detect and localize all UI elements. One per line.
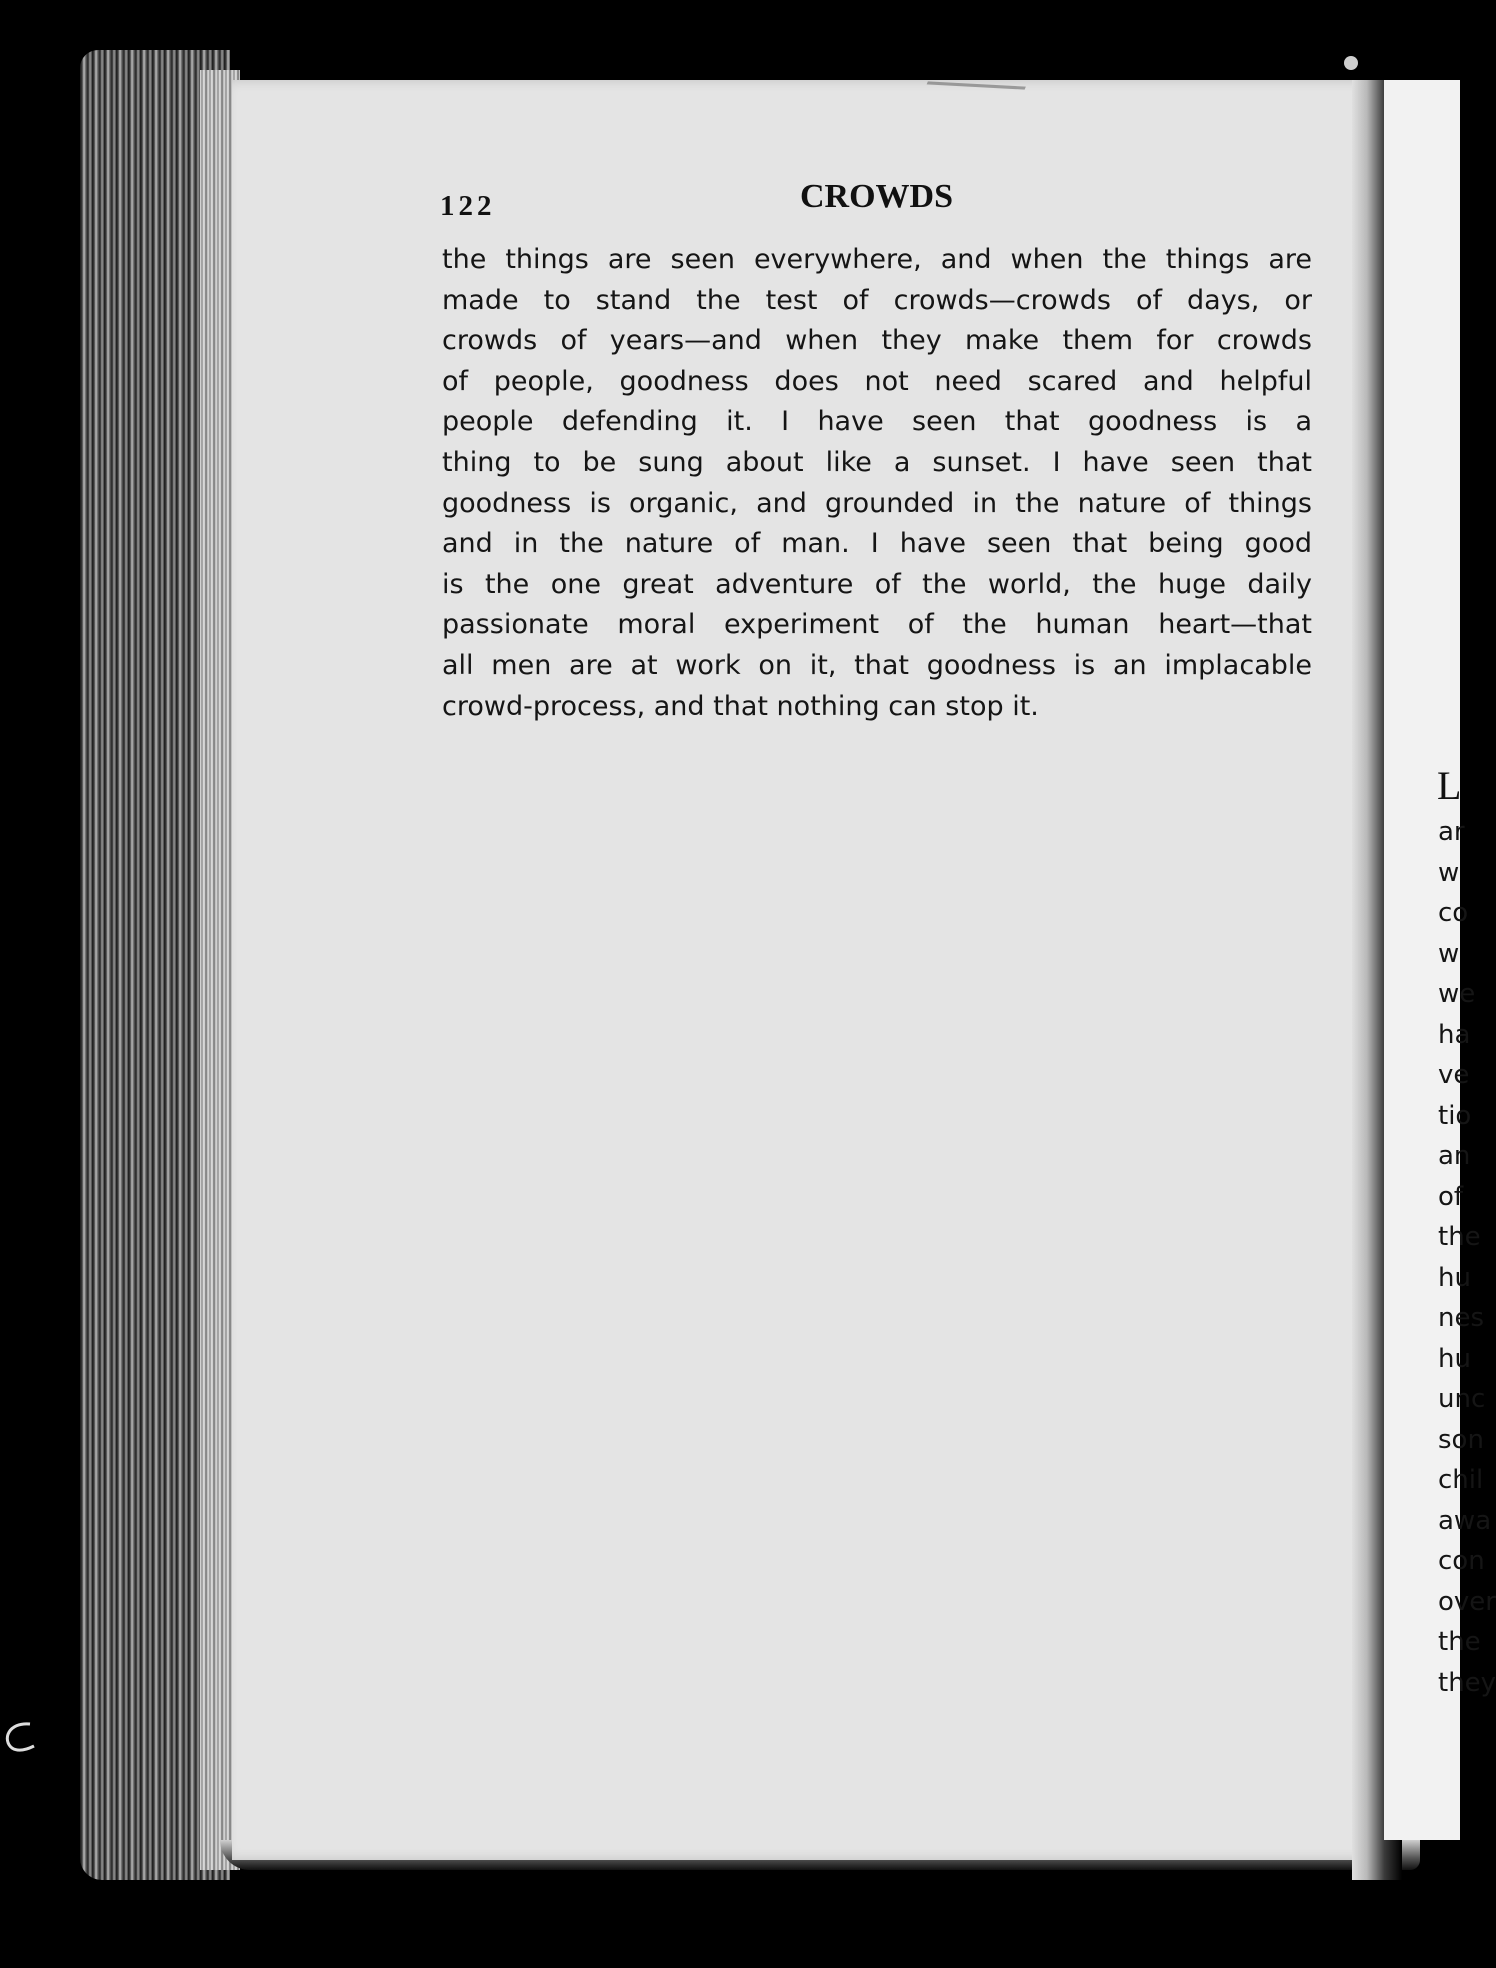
facing-line: ha xyxy=(1438,1019,1471,1050)
facing-line: w xyxy=(1438,857,1460,888)
body-line: and in the nature of man. I have seen that being good xyxy=(442,528,1312,560)
body-paragraph xyxy=(442,240,1312,727)
facing-line: of xyxy=(1438,1181,1464,1212)
body-line: people defending it. I have seen that goodness is a xyxy=(442,406,1312,438)
running-title: CROWDS xyxy=(800,178,954,215)
body-line: goodness is organic, and grounded in the nature of things xyxy=(442,487,1312,519)
margin-scribble xyxy=(0,1720,40,1760)
facing-line: hu xyxy=(1438,1343,1471,1374)
page-mark xyxy=(914,81,1026,119)
facing-line: awa xyxy=(1438,1505,1492,1536)
facing-line: w xyxy=(1438,938,1460,969)
smudge xyxy=(1344,56,1358,70)
facing-line: we xyxy=(1438,979,1476,1009)
body-line: passionate moral experiment of the human heart—that xyxy=(442,609,1312,641)
body-line: crowd-process, and that nothing can stop it. xyxy=(442,690,1039,722)
facing-line: the xyxy=(1438,1222,1481,1252)
facing-line: tio xyxy=(1438,1100,1472,1131)
facing-line: co xyxy=(1438,898,1469,928)
page-header xyxy=(440,178,1320,228)
facing-line: over xyxy=(1438,1586,1496,1617)
facing-line: an xyxy=(1438,1141,1471,1171)
page-number: 122 xyxy=(440,190,496,222)
facing-line: nes xyxy=(1438,1303,1485,1333)
facing-line: the xyxy=(1438,1627,1481,1657)
facing-line: unc xyxy=(1438,1384,1486,1414)
body-line: is the one great adventure of the world, the huge daily xyxy=(442,568,1312,600)
body-line: crowds of years—and when they make them for crowds xyxy=(442,325,1312,357)
facing-line: chil xyxy=(1438,1465,1484,1495)
body-line: all men are at work on it, that goodness is an implacable xyxy=(442,649,1312,681)
body-line: the things are seen everywhere, and when the things are xyxy=(442,244,1312,275)
facing-line: ve xyxy=(1438,1060,1470,1090)
body-line: made to stand the test of crowds—crowds of days, or xyxy=(442,284,1312,316)
facing-line: hu xyxy=(1438,1262,1471,1293)
body-line: thing to be sung about like a sunset. I have seen that xyxy=(442,446,1312,478)
facing-line: son xyxy=(1438,1424,1484,1455)
facing-line: they xyxy=(1438,1667,1496,1698)
body-line: of people, goodness does not need scared and helpful xyxy=(442,365,1312,397)
facing-line: ar xyxy=(1438,817,1465,847)
facing-line: con xyxy=(1438,1546,1485,1576)
facing-page-text xyxy=(1438,812,1496,1703)
facing-page-initial: L xyxy=(1437,763,1462,808)
